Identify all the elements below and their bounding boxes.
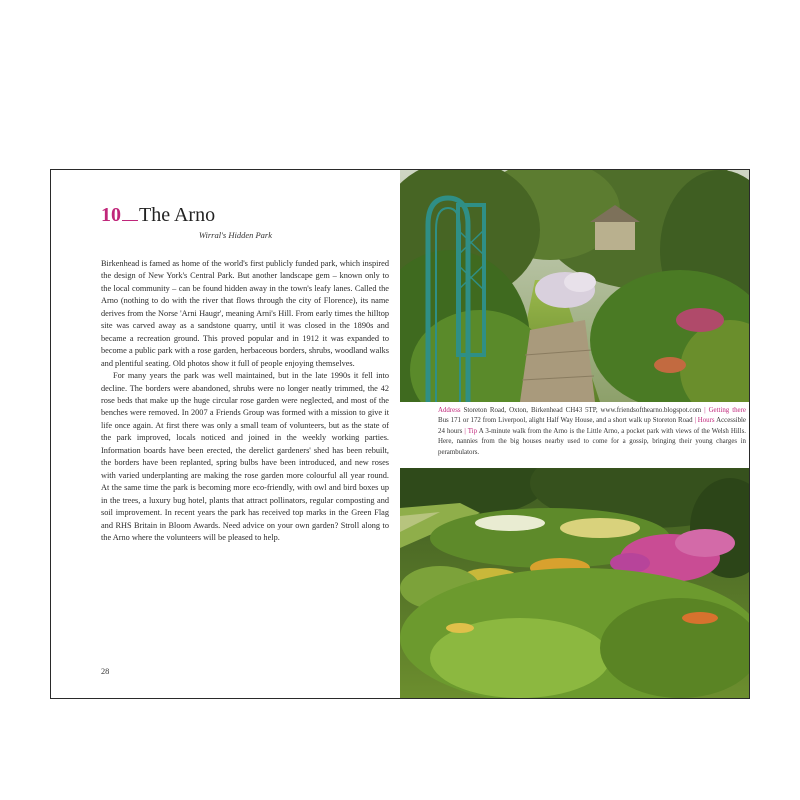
tip-value: A 3-minute walk from the Arno is the Little Arno, a pocket park with views of the Welsh Hills. Here, nannies from the big houses nearby used to come for a gossip, bringing their young charges in perambulators.: [438, 427, 746, 456]
getting-there-value: Bus 171 or 172 from Liverpool, alight Half Way House, and a short walk up Storeton Road: [438, 417, 693, 425]
chapter-subtitle: Wirral's Hidden Park: [198, 230, 272, 240]
chapter-rule: [122, 220, 138, 221]
getting-there-label: Getting there: [708, 407, 746, 414]
left-page: [51, 170, 400, 698]
hours-label: Hours: [697, 417, 715, 425]
garden-photo-bottom: [400, 468, 749, 698]
chapter-number: 10: [101, 204, 121, 226]
chapter-title: The Arno: [139, 204, 216, 226]
body-paragraph: Birkenhead is famed as home of the world's first publicly funded park, which inspired the design of New York's Central Park. But another landscape gem – known only to the local community – can be found hidden away in the town's leafy lanes. Called the Arno (nothing to do with the river that flows through the city of Florence), its name derives from the Norse 'Arni Haugr', meaning Arni's Hill. From early times the hilltop site was carved away as a sandstone quarry, until it was closed in the 1890s and became a recreation ground. This proved popular and in 1912 it was expanded to become a public park with a rose garden, herbaceous borders, shrubs, woodland walks and plentiful seating. Old photos show it full of people enjoying themselves.: [101, 259, 389, 368]
right-page: [400, 170, 749, 698]
page-number: 28: [101, 667, 110, 676]
tip-label: Tip: [467, 427, 478, 435]
address-label: Address: [438, 407, 461, 414]
chapter-heading: [101, 204, 215, 227]
info-separator: |: [694, 417, 696, 425]
body-paragraph: For many years the park was well maintained, but in the late 1990s it fell into decline. The borders were abandoned, shrubs were no longer neatly trimmed, the 42 rose beds that make up the huge circular rose garden were neglected, and most of the benches were removed. In 2007 a Friends Group was formed with a mission to give it life once again. At first there was only a small team of volunteers, but as the state of the park improved, locals noticed and joined in the weekly working parties. Information boards have been erected, the derelict gardeners' shed has been rebuilt, the borders have been replanted, spring bulbs have been introduced, and new roses with varied underplanting are making the rose garden more colourful all year round. At the same time the park is becoming more eco-friendly, with owl and bird boxes up in the trees, a luxury bug hotel, plants that attract pollinators, regular composting and soil improvement. In recent years the park has received top marks in the Green Flag and RHS Britain in Bloom Awards. Need advice on your own garden? Stroll along to the Arno where the volunteers will be pleased to help.: [101, 371, 389, 542]
address-value: Storeton Road, Oxton, Birkenhead CH43 5TP, www.friendsofthearno.blogspot.com: [463, 407, 702, 414]
visitor-info: [438, 406, 746, 458]
body-text: [101, 258, 389, 544]
info-separator: |: [704, 407, 706, 414]
garden-photo-top: [400, 170, 749, 402]
book-spread: [50, 169, 750, 699]
info-separator: |: [464, 427, 466, 435]
hours-value: Accessible 24 hours: [438, 417, 746, 435]
